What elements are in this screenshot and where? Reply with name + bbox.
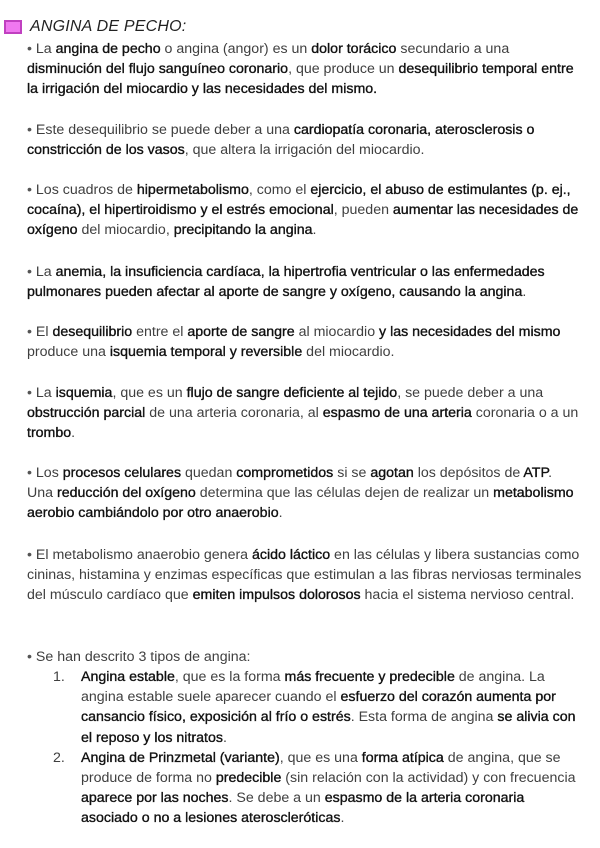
text-run: El — [35, 324, 53, 340]
text-run: del miocardio, — [77, 222, 174, 239]
emphasis-text: Angina de Prinzmetal (variante) — [81, 749, 280, 766]
emphasis-text: ATP — [523, 465, 549, 481]
text-run: . Esta forma de angina — [350, 709, 498, 726]
text-run: . — [340, 810, 345, 827]
text-run: . Se debe a un — [228, 790, 325, 807]
emphasis-text: cardiopatía coronaria, aterosclerosis o constricción de los vasos — [27, 122, 535, 159]
paragraph-1 — [27, 39, 582, 100]
text-run: del miocardio. — [302, 344, 395, 361]
heading-title: ANGINA DE PECHO: — [30, 18, 187, 35]
text-run: quedan — [181, 465, 237, 481]
emphasis-text: aumentar las necesidades de oxígeno — [27, 202, 579, 239]
paragraph-5 — [27, 322, 582, 362]
emphasis-text: Angina estable — [81, 669, 175, 685]
emphasis-text: angina de pecho — [55, 41, 161, 57]
text-run: Se han descrito 3 tipos de angina: — [35, 649, 251, 665]
emphasis-text: predecible — [215, 770, 282, 787]
emphasis-text: procesos celulares — [62, 465, 182, 481]
list-item — [27, 748, 582, 829]
section-heading — [4, 16, 186, 38]
text-run: . — [522, 284, 527, 301]
emphasis-text: flujo de sangre deficiente al tejido — [186, 385, 398, 401]
emphasis-text: más frecuente y predecible — [284, 669, 455, 685]
emphasis-text: isquemia — [55, 385, 113, 401]
emphasis-text: desequilibrio — [52, 324, 133, 340]
emphasis-text: disminución del flujo sanguíneo coronario — [27, 61, 289, 78]
paragraph-7 — [27, 463, 582, 524]
paragraph-6 — [27, 383, 582, 444]
text-run: produce una — [27, 344, 110, 361]
bullet-icon: • — [27, 465, 36, 481]
bullet-icon: • — [27, 324, 36, 340]
text-run: Este desequilibrio se puede deber a una — [35, 122, 294, 138]
emphasis-text: y las necesidades del mismo — [379, 324, 561, 340]
text-run: Los — [35, 465, 63, 481]
text-run: , como el — [248, 182, 311, 198]
paragraph-8 — [27, 545, 582, 606]
text-run: determina que las células dejen de realizar un — [195, 485, 494, 502]
text-run: en las células y libera sustancias como cininas, histamina y enzimas específicas que estimulan a las fibras nerviosas terminales del músculo cardíaco que — [27, 547, 582, 604]
text-run: . Una — [27, 465, 553, 502]
text-run: entre el — [132, 324, 188, 340]
text-run: hacia el sistema nervioso central. — [360, 587, 575, 604]
bullet-icon: • — [27, 385, 36, 401]
emphasis-text: esfuerzo del corazón aumenta por cansancio físico, exposición al frío o estrés — [81, 689, 556, 726]
text-run: o angina (angor) es un — [160, 41, 312, 57]
emphasis-text: espasmo de una arteria — [322, 405, 472, 422]
emphasis-text: obstrucción parcial — [27, 405, 146, 422]
text-run: los depósitos de — [413, 465, 524, 481]
bullet-icon: • — [27, 41, 36, 57]
list-item-number: 2. — [53, 749, 65, 766]
emphasis-text: emiten impulsos dolorosos — [192, 587, 361, 604]
text-run: , pueden — [333, 202, 393, 219]
paragraph-9 — [27, 647, 582, 667]
text-run: si se — [333, 465, 371, 481]
bullet-icon: • — [27, 122, 36, 138]
text-run: La — [35, 41, 56, 57]
text-run: de una arteria coronaria, al — [145, 405, 323, 422]
text-run: de angina. La angina estable suele aparecer cuando el — [81, 669, 545, 706]
text-run: , que es una — [279, 749, 362, 766]
bullet-icon: • — [27, 264, 36, 280]
text-run: El metabolismo anaerobio genera — [35, 547, 253, 563]
list-item-number: 1. — [53, 669, 65, 685]
emphasis-text: ejercicio, el abuso de estimulantes (p. ej., cocaína), el hipertiroidismo y el estrés emocional — [27, 182, 571, 219]
emphasis-text: isquemia temporal y reversible — [109, 344, 303, 361]
emphasis-text: ácido láctico — [252, 547, 331, 563]
text-run: La — [35, 264, 56, 280]
emphasis-text: forma atípica — [361, 749, 444, 766]
text-run: , que es la forma — [174, 669, 285, 685]
text-run: Los cuadros de — [35, 182, 137, 198]
bullet-icon: • — [27, 182, 36, 198]
emphasis-text: dolor torácico — [311, 41, 397, 57]
paragraph-2 — [27, 120, 582, 160]
text-run: . — [71, 425, 76, 442]
heading-marker-icon — [4, 20, 22, 34]
angina-types-list — [27, 667, 582, 829]
text-run: al miocardio — [294, 324, 380, 340]
text-run: , que produce un — [288, 61, 399, 78]
text-run: , se puede deber a una — [397, 385, 544, 401]
text-run: , que altera la irrigación del miocardio. — [184, 142, 425, 159]
list-item-text — [81, 669, 575, 746]
emphasis-text: precipitando la angina — [173, 222, 313, 239]
emphasis-text: hipermetabolismo — [136, 182, 249, 198]
text-run: . — [222, 729, 227, 746]
emphasis-text: aparece por las noches — [81, 790, 229, 807]
text-run: (sin relación con la actividad) y con frecuencia — [281, 770, 576, 787]
emphasis-text: desequilibrio temporal — [398, 61, 538, 78]
list-item — [27, 667, 582, 748]
emphasis-text: agotan — [370, 465, 414, 481]
text-run: . — [278, 505, 283, 522]
text-run: , que es un — [112, 385, 187, 401]
emphasis-text: trombo — [27, 425, 72, 442]
emphasis-text: aporte de sangre — [187, 324, 295, 340]
emphasis-text: metabolismo aerobio cambiándolo por otro anaerobio — [27, 485, 574, 522]
list-item-text — [81, 750, 576, 827]
emphasis-text: comprometidos — [236, 465, 334, 481]
emphasis-text: se alivia con el reposo y los nitratos — [81, 709, 576, 746]
paragraph-3 — [27, 180, 582, 241]
emphasis-text: anemia, la insuficiencia cardíaca, la hipertrofia ventricular o las enfermedades pulmonares pueden afectar al aporte de sangre y oxígeno, causando la angina — [27, 264, 545, 301]
emphasis-text: reducción del oxígeno — [56, 485, 196, 502]
bullet-icon: • — [27, 649, 36, 665]
text-run: coronaria o a un — [471, 405, 579, 422]
emphasis-text: entre la irrigación del miocardio y las necesidades del mismo. — [27, 61, 574, 98]
text-run: de angina, que se produce de forma no — [81, 749, 561, 787]
text-run: . — [312, 222, 317, 239]
paragraph-4 — [27, 262, 582, 302]
text-run: secundario a una — [396, 41, 510, 57]
text-run: La — [35, 385, 56, 401]
emphasis-text: espasmo de la arteria coronaria asociado o no a lesiones ateroscleróticas — [81, 790, 525, 827]
bullet-icon: • — [27, 547, 36, 563]
